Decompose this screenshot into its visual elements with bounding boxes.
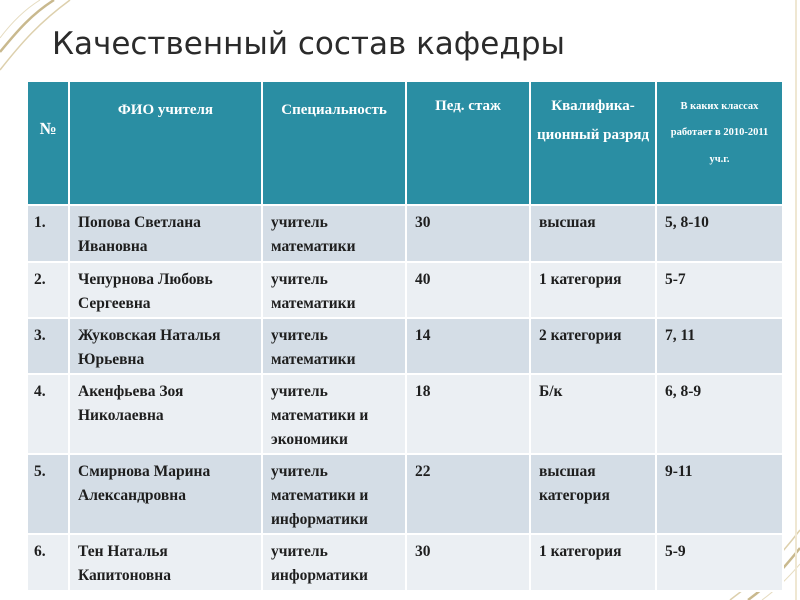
cell-specialty: учитель математики и экономики (262, 374, 406, 454)
cell-experience: 22 (406, 454, 530, 534)
cell-name: Тен Наталья Капитоновна (69, 534, 262, 591)
cell-classes: 7, 11 (656, 318, 783, 374)
cell-number: 6. (27, 534, 69, 591)
cell-number: 1. (27, 205, 69, 262)
table-row (27, 262, 783, 318)
cell-experience: 40 (406, 262, 530, 318)
cell-specialty: учитель информатики (262, 534, 406, 591)
cell-name: Чепурнова Любовь Сергеевна (69, 262, 262, 318)
header-name: ФИО учителя (69, 81, 262, 205)
cell-experience: 18 (406, 374, 530, 454)
cell-experience: 30 (406, 534, 530, 591)
cell-specialty: учитель математики (262, 318, 406, 374)
cell-category: Б/к (530, 374, 656, 454)
cell-specialty: учитель математики и информатики (262, 454, 406, 534)
cell-number: 4. (27, 374, 69, 454)
cell-name: Смирнова Марина Александровна (69, 454, 262, 534)
cell-classes: 5-9 (656, 534, 783, 591)
cell-number: 5. (27, 454, 69, 534)
cell-number: 3. (27, 318, 69, 374)
table-row (27, 205, 783, 262)
page-title: Качественный состав кафедры (52, 26, 565, 62)
cell-experience: 30 (406, 205, 530, 262)
cell-classes: 5, 8-10 (656, 205, 783, 262)
cell-category: 1 категория (530, 262, 656, 318)
header-classes: В каких классах работает в 2010-2011 уч.г. (656, 81, 783, 205)
cell-category: 2 категория (530, 318, 656, 374)
table-row (27, 534, 783, 591)
cell-number: 2. (27, 262, 69, 318)
cell-name: Акенфьева Зоя Николаевна (69, 374, 262, 454)
cell-name: Жуковская Наталья Юрьевна (69, 318, 262, 374)
cell-specialty: учитель математики (262, 205, 406, 262)
staff-table (26, 80, 784, 592)
cell-experience: 14 (406, 318, 530, 374)
cell-category: высшая категория (530, 454, 656, 534)
cell-classes: 9-11 (656, 454, 783, 534)
cell-classes: 6, 8-9 (656, 374, 783, 454)
cell-category: высшая (530, 205, 656, 262)
header-experience: Пед. стаж (406, 81, 530, 205)
cell-category: 1 категория (530, 534, 656, 591)
header-specialty: Специальность (262, 81, 406, 205)
header-category: Квалифика- ционный разряд (530, 81, 656, 205)
cell-name: Попова Светлана Ивановна (69, 205, 262, 262)
cell-classes: 5-7 (656, 262, 783, 318)
cell-specialty: учитель математики (262, 262, 406, 318)
header-number: № (27, 81, 69, 205)
table-row (27, 374, 783, 454)
table-header-row (27, 81, 783, 205)
table-row (27, 318, 783, 374)
table-row (27, 454, 783, 534)
